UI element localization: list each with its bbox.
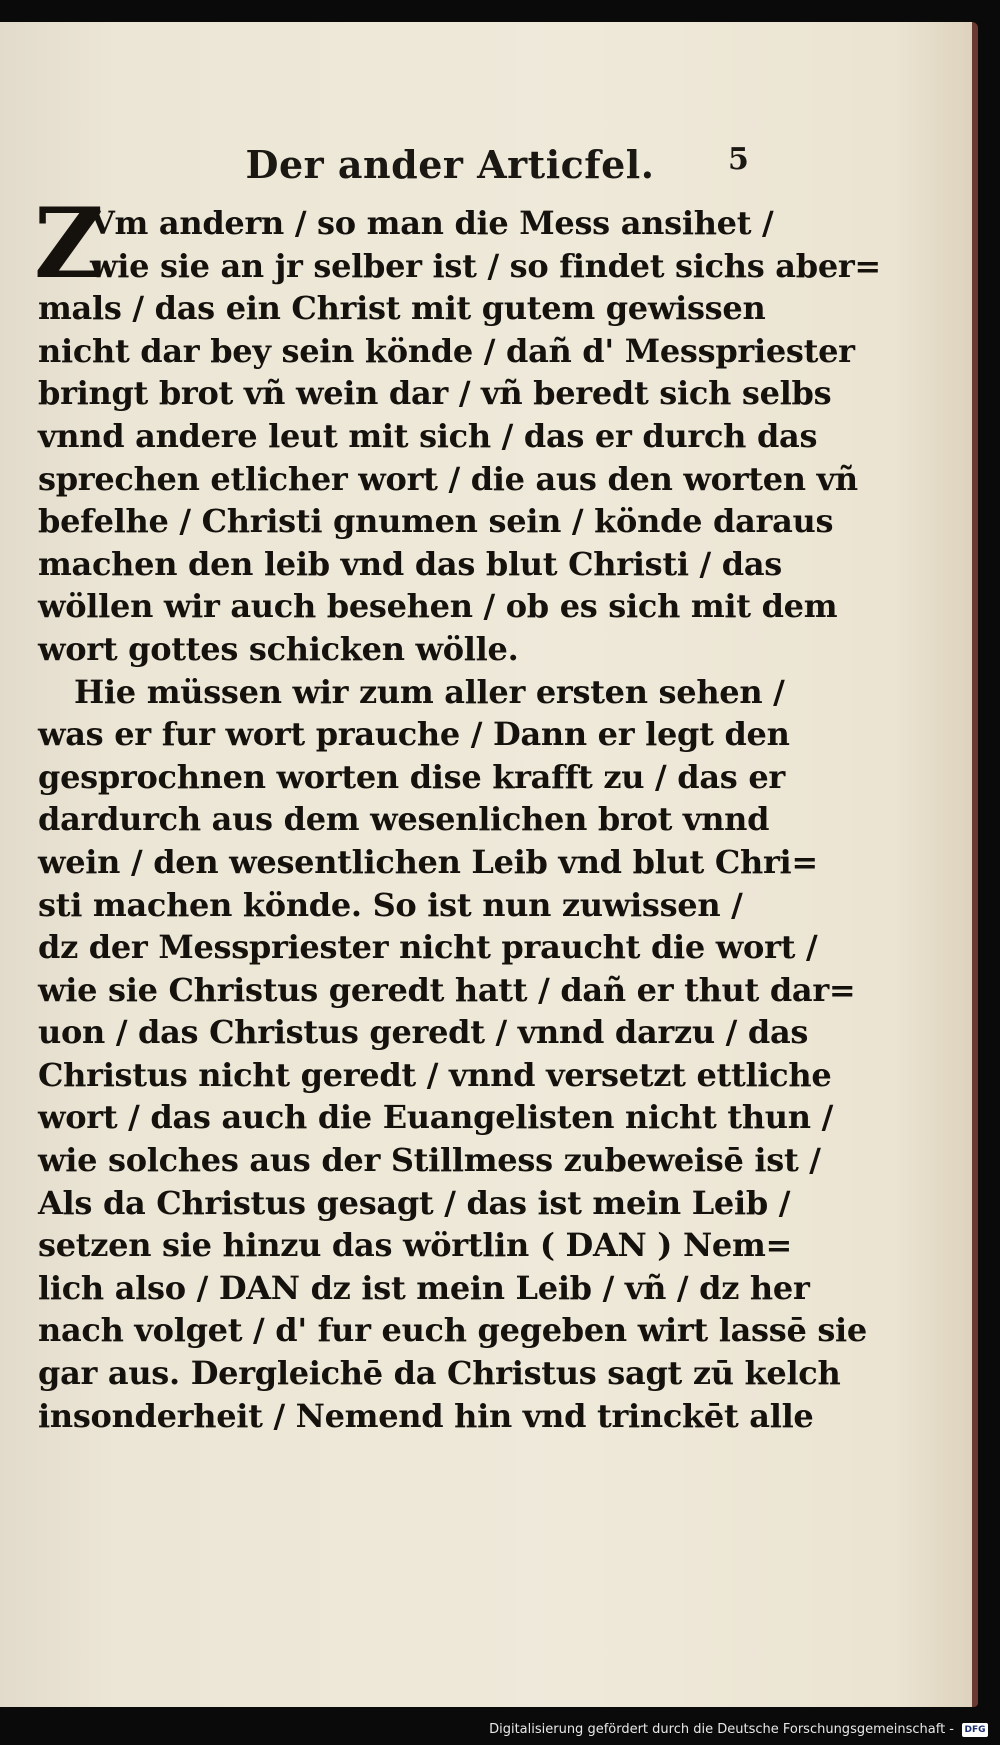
text-line: Christus nicht geredt / vnnd versetzt ettliche [38, 1055, 832, 1094]
dfg-logo-icon: DFG [962, 1723, 988, 1737]
text-line: wie sie Christus geredt hatt / dañ er thut dar= [38, 970, 856, 1009]
text-line: Als da Christus gesagt / das ist mein Leib / [38, 1183, 791, 1222]
text-line: uon / das Christus geredt / vnnd darzu / das [38, 1013, 809, 1052]
page-number: 5 [728, 142, 749, 177]
text-line: lich also / DAN dz ist mein Leib / vñ / dz her [38, 1268, 810, 1307]
text-line: Hie müssen wir zum aller ersten sehen / [74, 672, 785, 711]
text-line: dardurch aus dem wesenlichen brot vnnd [38, 800, 770, 839]
drop-initial: Z [34, 187, 105, 300]
text-line: wie sie an jr selber ist / so findet sichs aber= [90, 246, 881, 285]
text-line: befelhe / Christi gnumen sein / könde daraus [38, 502, 834, 541]
footer-credit: Digitalisierung gefördert durch die Deutsche Forschungsgemeinschaft - [489, 1722, 954, 1737]
text-line: sti machen könde. So ist nun zuwissen / [38, 885, 743, 924]
text-line: sprechen etlicher wort / die aus den worten vñ [38, 459, 858, 498]
first-paragraph [34, 187, 881, 671]
text-line: wort / das auch die Euangelisten nicht thun / [38, 1098, 833, 1137]
second-paragraph [38, 671, 867, 1438]
text-line: vnnd andere leut mit sich / das er durch das [38, 416, 818, 455]
text-line: wein / den wesentlichen Leib vnd blut Chri= [38, 842, 818, 881]
text-line: wort gottes schicken wölle. [38, 629, 519, 668]
digitization-footer [489, 1722, 988, 1737]
first-lines [38, 202, 881, 287]
text-line: Vm andern / so man die Mess ansihet / [90, 204, 774, 242]
text-line: nicht dar bey sein könde / dañ d' Messpriester [38, 331, 855, 370]
text-line: nach volget / d' fur euch gegeben wirt lassē sie [38, 1311, 867, 1350]
text-line: setzen sie hinzu das wörtlin ( DAN ) Nem= [38, 1226, 793, 1265]
text-line: insonderheit / Nemend hin vnd trinckēt alle [38, 1396, 814, 1435]
text-line: bringt brot vñ wein dar / vñ beredt sich selbs [38, 374, 832, 413]
text-line: wöllen wir auch besehen / ob es sich mit dem [38, 587, 838, 626]
text-line: was er fur wort prauche / Dann er legt den [38, 715, 790, 754]
text-line: dz der Messpriester nicht praucht die wort / [38, 928, 818, 967]
text-line: wie solches aus der Stillmess zubeweisē ist / [38, 1141, 821, 1180]
text-line: gar aus. Dergleichē da Christus sagt zū kelch [38, 1354, 841, 1393]
book-page [0, 22, 978, 1707]
text-line: machen den leib vnd das blut Christi / das [38, 544, 782, 583]
text-line: mals / das ein Christ mit gutem gewissen [38, 289, 766, 328]
text-block [34, 187, 881, 1437]
text-line: gesprochnen worten dise krafft zu / das er [38, 757, 785, 796]
running-head: Der ander Articfel. [245, 142, 655, 187]
